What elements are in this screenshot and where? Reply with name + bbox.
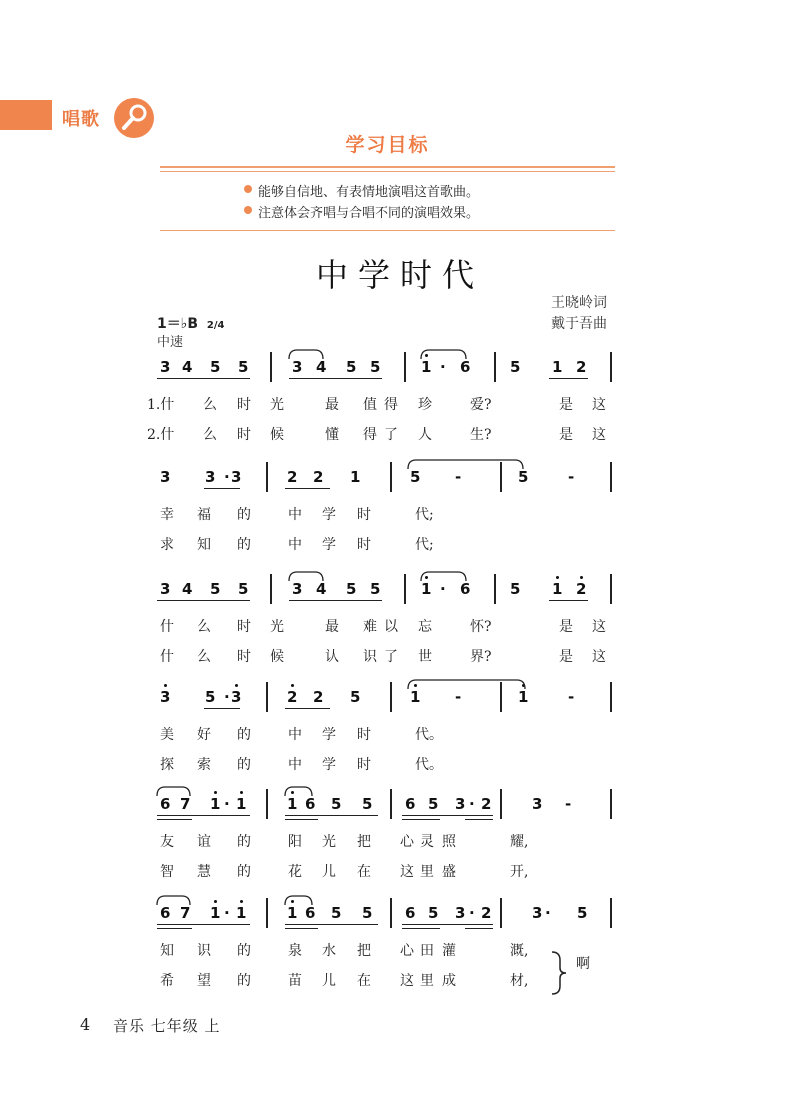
- score-note: 1: [236, 795, 247, 813]
- bar-line: [610, 462, 612, 492]
- lyric-word: 生?: [470, 427, 492, 443]
- score-note: 6: [405, 795, 416, 813]
- lyric-word: 爱?: [470, 397, 492, 413]
- octave-dot: [240, 791, 243, 794]
- score-note: 6: [405, 904, 416, 922]
- lyric-word: 珍: [418, 397, 432, 413]
- score-note: 4: [316, 358, 327, 376]
- lyric-word: 认: [325, 649, 339, 665]
- score-note: 6: [305, 904, 316, 922]
- score-note: -: [568, 688, 575, 706]
- score-note: ·: [224, 904, 230, 922]
- lyric-word: 代。: [415, 727, 443, 743]
- bar-line: [610, 789, 612, 819]
- beam-line: [157, 928, 192, 929]
- score-note: 3: [455, 904, 466, 922]
- slur-mark: [421, 570, 466, 582]
- score-note: 2: [576, 358, 587, 376]
- lyric-word: 的: [237, 727, 251, 743]
- lyric-word: 的: [237, 537, 251, 553]
- score-note: 3: [231, 468, 242, 486]
- beam-line: [157, 378, 250, 379]
- lyric-word: 盛: [442, 864, 456, 880]
- lyric-word: 开,: [510, 864, 529, 880]
- score-note: ·: [224, 468, 230, 486]
- score-note: 2: [576, 580, 587, 598]
- lyric-word: 么: [197, 619, 211, 635]
- beam-line: [157, 819, 192, 820]
- beam-line: [402, 815, 493, 816]
- score-note: 1: [421, 580, 432, 598]
- bar-line: [390, 789, 392, 819]
- bar-line: [390, 898, 392, 928]
- score-note: 5: [510, 358, 521, 376]
- slur-mark: [408, 678, 525, 690]
- lyric-word: 时: [357, 757, 371, 773]
- score-note: 1: [210, 904, 221, 922]
- lyric-word: 的: [237, 943, 251, 959]
- lyric-word: 懂: [325, 427, 339, 443]
- lyric-word: 是: [559, 397, 573, 413]
- score-note: 6: [160, 904, 171, 922]
- lyric-word: 泉: [288, 943, 302, 959]
- lyric-word: 时: [237, 649, 251, 665]
- bar-line: [266, 898, 268, 928]
- octave-dot: [214, 791, 217, 794]
- lyric-word: 难: [363, 619, 377, 635]
- lyric-word: 成: [442, 973, 456, 989]
- lyric-word: 里: [420, 973, 434, 989]
- lyric-word: 中: [288, 727, 302, 743]
- lyric-word: 在: [357, 864, 371, 880]
- beam-line: [549, 378, 588, 379]
- octave-dot: [235, 684, 238, 687]
- lyric-word: 世: [418, 649, 432, 665]
- score-note: 6: [160, 795, 171, 813]
- score-note: 1: [350, 468, 361, 486]
- lyric-word: 材,: [510, 973, 529, 989]
- lyric-word: 灵: [420, 834, 434, 850]
- score-note: 5: [518, 468, 529, 486]
- lyric-word: 福: [197, 507, 211, 523]
- microphone-icon: [112, 96, 156, 140]
- bullet-icon: [244, 206, 252, 214]
- octave-dot: [164, 684, 167, 687]
- lyric-word: 候: [270, 427, 284, 443]
- section-tag-bar: [0, 100, 52, 130]
- bar-line: [610, 682, 612, 712]
- bar-line: [266, 789, 268, 819]
- lyric-word: 阳: [288, 834, 302, 850]
- lyric-word: 忘: [418, 619, 432, 635]
- lyric-word: 是: [559, 649, 573, 665]
- lyric-word: 知: [197, 537, 211, 553]
- octave-dot: [240, 900, 243, 903]
- score-note: 3: [292, 358, 303, 376]
- bar-line: [610, 898, 612, 928]
- octave-dot: [580, 576, 583, 579]
- lyric-word: 是: [559, 619, 573, 635]
- score-note: 5: [410, 468, 421, 486]
- lyric-word: 代;: [415, 507, 434, 523]
- lyric-word: 在: [357, 973, 371, 989]
- score-note: 1: [287, 904, 298, 922]
- lyric-word: 溉,: [510, 943, 529, 959]
- lyric-word: 识: [363, 649, 377, 665]
- score-note: 5: [362, 795, 373, 813]
- lyric-word: 友: [160, 834, 174, 850]
- beam-line: [157, 600, 250, 601]
- score-note: 5: [350, 688, 361, 706]
- brace-icon: [548, 950, 572, 996]
- beam-line: [465, 819, 493, 820]
- slur-mark: [289, 348, 323, 360]
- slur-mark: [285, 894, 312, 906]
- lyric-word: 以: [384, 619, 398, 635]
- score-note: 2: [313, 688, 324, 706]
- lyric-word: 心: [400, 834, 414, 850]
- score-note: 5: [370, 580, 381, 598]
- lyric-word: 望: [197, 973, 211, 989]
- score-note: 3: [455, 795, 466, 813]
- beam-line: [285, 924, 378, 925]
- lyric-word: 的: [237, 834, 251, 850]
- bar-line: [610, 574, 612, 604]
- score-note: 1: [552, 358, 563, 376]
- lyric-word: 慧: [197, 864, 211, 880]
- score-note: 5: [331, 795, 342, 813]
- key-signature: [157, 313, 224, 333]
- score-note: 5: [370, 358, 381, 376]
- beam-line: [285, 815, 378, 816]
- lyric-word: 耀,: [510, 834, 529, 850]
- section-label: 唱歌: [62, 109, 100, 130]
- score-note: 5: [331, 904, 342, 922]
- score-note: 5: [510, 580, 521, 598]
- lyric-word: 值: [363, 397, 377, 413]
- score-note: -: [568, 468, 575, 486]
- score-note: ·: [545, 904, 551, 922]
- lyric-word: 2.什: [147, 427, 175, 443]
- beam-line: [285, 928, 318, 929]
- bar-line: [270, 352, 272, 382]
- lyric-word: 得: [384, 397, 398, 413]
- score-note: 7: [180, 795, 191, 813]
- score-note: 6: [305, 795, 316, 813]
- score-note: 1: [421, 358, 432, 376]
- score-note: 3: [160, 358, 171, 376]
- lyric-word: 这: [400, 973, 414, 989]
- lyric-word: 心: [400, 943, 414, 959]
- lyric-word: 好: [197, 727, 211, 743]
- lyric-word: 的: [237, 757, 251, 773]
- lyric-word: 这: [592, 649, 606, 665]
- lyric-word: 时: [357, 537, 371, 553]
- bar-line: [500, 789, 502, 819]
- lyric-word: 什: [160, 619, 174, 635]
- score-note: -: [455, 468, 462, 486]
- lyric-word: 了: [384, 427, 398, 443]
- beam-line: [402, 924, 493, 925]
- score-note: 2: [287, 468, 298, 486]
- score-note: 5: [238, 580, 249, 598]
- lyric-word: 照: [442, 834, 456, 850]
- lyric-word: 时: [237, 619, 251, 635]
- beam-line: [285, 488, 330, 489]
- score-note: 5: [362, 904, 373, 922]
- lyric-word: 学: [322, 757, 336, 773]
- song-title: 中学时代: [315, 256, 484, 294]
- lyric-word: 把: [357, 834, 371, 850]
- lyric-word: 中: [288, 757, 302, 773]
- score-note: 5: [346, 580, 357, 598]
- score-note: 5: [238, 358, 249, 376]
- lyric-word: 儿: [322, 864, 336, 880]
- lyric-word: 花: [288, 864, 302, 880]
- lyric-word: 候: [270, 649, 284, 665]
- time-signature: 2/4: [206, 320, 225, 331]
- lyric-word: 中: [288, 507, 302, 523]
- bar-line: [404, 574, 406, 604]
- lyric-word: 儿: [322, 973, 336, 989]
- score-note: 3: [160, 688, 171, 706]
- score-note: 4: [182, 358, 193, 376]
- lyric-word: 把: [357, 943, 371, 959]
- beam-line: [285, 819, 318, 820]
- octave-dot: [556, 576, 559, 579]
- lyric-word: 识: [197, 943, 211, 959]
- beam-line: [549, 600, 588, 601]
- beam-line: [204, 488, 240, 489]
- goal-item: [258, 202, 479, 221]
- slur-mark: [157, 785, 190, 797]
- lyric-word: 光: [270, 397, 284, 413]
- lyric-word: 这: [592, 427, 606, 443]
- lyric-word: 这: [592, 397, 606, 413]
- score-note: 3: [532, 795, 543, 813]
- lyric-word: 代;: [415, 537, 434, 553]
- beam-line: [402, 928, 440, 929]
- lyric-word: 中: [288, 537, 302, 553]
- beam-line: [204, 708, 240, 709]
- score-note: 1: [236, 904, 247, 922]
- beam-line: [157, 815, 250, 816]
- lyric-word: 幸: [160, 507, 174, 523]
- page-number: 4: [80, 1015, 91, 1034]
- score-note: 5: [346, 358, 357, 376]
- score-note: 3: [160, 580, 171, 598]
- lyric-word: 探: [160, 757, 174, 773]
- score-note: 6: [460, 580, 471, 598]
- score-note: 2: [481, 904, 492, 922]
- lyric-word: 光: [322, 834, 336, 850]
- score-note: 2: [287, 688, 298, 706]
- lyric-word: 最: [325, 619, 339, 635]
- lyric-word: 灌: [442, 943, 456, 959]
- slur-mark: [408, 458, 523, 470]
- goal-text: 能够自信地、有表情地演唱这首歌曲。: [258, 185, 480, 200]
- lyric-word: 界?: [470, 649, 492, 665]
- book-title: 音乐 七年级 上: [113, 1017, 221, 1035]
- score-note: ·: [224, 688, 230, 706]
- beam-line: [285, 708, 330, 709]
- lyricist: 王晓岭词: [551, 295, 607, 311]
- lyric-word: 索: [197, 757, 211, 773]
- score-note: 1: [518, 688, 529, 706]
- bullet-icon: [244, 185, 252, 193]
- goals-rule: [160, 230, 615, 231]
- goal-text: 注意体会齐唱与合唱不同的演唱效果。: [258, 206, 480, 221]
- score-note: 1: [552, 580, 563, 598]
- goals-rule: [160, 166, 615, 168]
- lyric-word: 最: [325, 397, 339, 413]
- lyric-word: 这: [400, 864, 414, 880]
- slur-mark: [285, 785, 312, 797]
- slur-mark: [289, 570, 323, 582]
- score-note: 4: [182, 580, 193, 598]
- octave-dot: [214, 900, 217, 903]
- score-note: 3: [231, 688, 242, 706]
- lyric-word: 里: [420, 864, 434, 880]
- score-note: 5: [210, 580, 221, 598]
- lyric-word: 学: [322, 537, 336, 553]
- lyric-word: 怀?: [470, 619, 492, 635]
- score-note: 5: [577, 904, 588, 922]
- bar-line: [390, 682, 392, 712]
- score-note: ·: [224, 795, 230, 813]
- score-note: ·: [440, 580, 446, 598]
- score-note: 5: [210, 358, 221, 376]
- lyric-word: 是: [559, 427, 573, 443]
- octave-dot: [291, 684, 294, 687]
- score-note: 3: [160, 468, 171, 486]
- score-note: 6: [460, 358, 471, 376]
- lyric-word: 智: [160, 864, 174, 880]
- lyric-word: 么: [203, 397, 217, 413]
- bar-line: [266, 462, 268, 492]
- lyric-word: 的: [237, 864, 251, 880]
- score-note: ·: [440, 358, 446, 376]
- bar-line: [404, 352, 406, 382]
- score-note: ·: [469, 795, 475, 813]
- beam-line: [157, 924, 250, 925]
- bar-line: [610, 352, 612, 382]
- lyric-word: 美: [160, 727, 174, 743]
- lyric-word: 时: [357, 727, 371, 743]
- lyric-word: 苗: [288, 973, 302, 989]
- beam-line: [402, 819, 440, 820]
- lyric-word: 1.什: [147, 397, 175, 413]
- score-note: 2: [481, 795, 492, 813]
- score-note: 5: [428, 904, 439, 922]
- slur-mark: [421, 348, 466, 360]
- lyric-word: 么: [197, 649, 211, 665]
- score-note: 1: [410, 688, 421, 706]
- lyric-word: 水: [322, 943, 336, 959]
- lyric-word: 希: [160, 973, 174, 989]
- lyric-word: 么: [203, 427, 217, 443]
- score-note: 4: [316, 580, 327, 598]
- key-label: 1＝♭B: [157, 316, 199, 332]
- lyric-word: 时: [237, 397, 251, 413]
- lyric-word: 学: [322, 727, 336, 743]
- beam-line: [465, 928, 493, 929]
- lyric-word: 了: [384, 649, 398, 665]
- score-note: 5: [205, 688, 216, 706]
- score-note: 1: [210, 795, 221, 813]
- score-note: ·: [469, 904, 475, 922]
- lyric-word: 时: [237, 427, 251, 443]
- slur-mark: [157, 894, 190, 906]
- lyric-word: 学: [322, 507, 336, 523]
- bar-line: [500, 898, 502, 928]
- lyric-word: 谊: [197, 834, 211, 850]
- beam-line: [289, 600, 382, 601]
- bar-line: [390, 462, 392, 492]
- bar-line: [494, 574, 496, 604]
- score-note: 3: [532, 904, 543, 922]
- bar-line: [494, 352, 496, 382]
- lyric-word: 代。: [415, 757, 443, 773]
- score-note: -: [455, 688, 462, 706]
- goals-rule: [160, 171, 615, 172]
- bar-line: [266, 682, 268, 712]
- lyric-word: 的: [237, 507, 251, 523]
- lyric-word: 田: [420, 943, 434, 959]
- lyric-word: 光: [270, 619, 284, 635]
- exclamation-lyric: 啊: [576, 956, 590, 972]
- lyric-word: 时: [357, 507, 371, 523]
- score-note: 5: [428, 795, 439, 813]
- score-note: 3: [205, 468, 216, 486]
- goal-item: [258, 181, 479, 200]
- tempo-marking: 中速: [157, 335, 184, 350]
- score-note: 3: [292, 580, 303, 598]
- score-note: -: [565, 795, 572, 813]
- lyric-word: 求: [160, 537, 174, 553]
- score-note: 2: [313, 468, 324, 486]
- lyric-word: 什: [160, 649, 174, 665]
- bar-line: [270, 574, 272, 604]
- score-note: 1: [287, 795, 298, 813]
- beam-line: [289, 378, 382, 379]
- goals-title: 学习目标: [345, 134, 430, 156]
- score-note: 7: [180, 904, 191, 922]
- lyric-word: 得: [363, 427, 377, 443]
- composer: 戴于吾曲: [551, 316, 607, 332]
- lyric-word: 这: [592, 619, 606, 635]
- lyric-word: 人: [418, 427, 432, 443]
- lyric-word: 的: [237, 973, 251, 989]
- lyric-word: 知: [160, 943, 174, 959]
